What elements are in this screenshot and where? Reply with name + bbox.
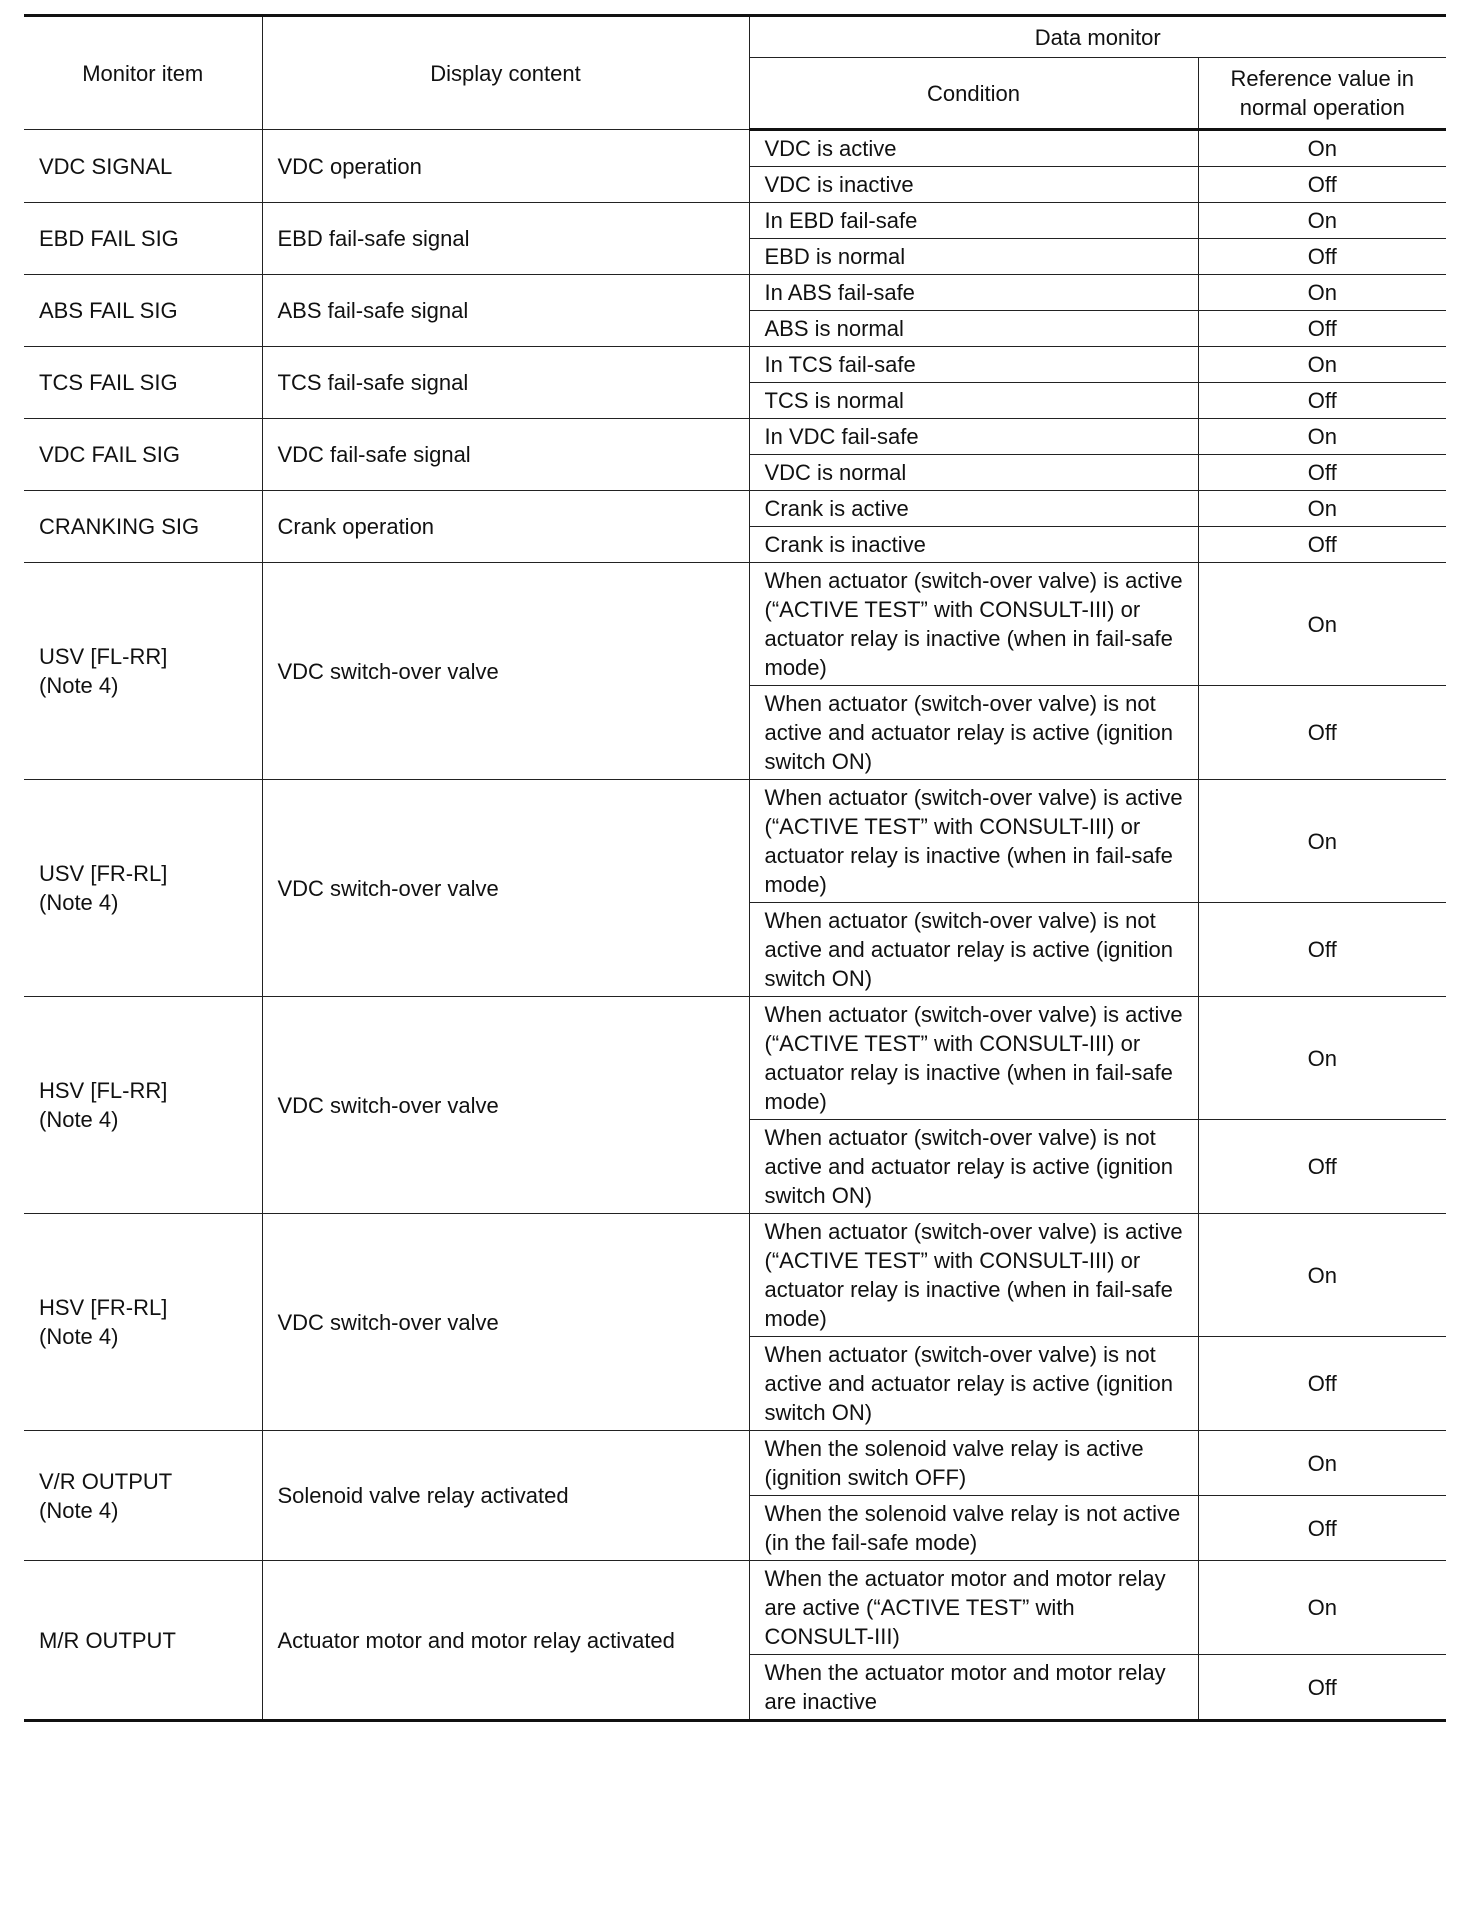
- monitor-item-name: M/R OUTPUT: [39, 1627, 176, 1653]
- reference-value-cell: On: [1198, 419, 1446, 455]
- monitor-item-name: V/R OUTPUT: [39, 1468, 173, 1494]
- condition-cell: Crank is inactive: [749, 527, 1198, 563]
- header-reference-value: Reference value in normal operation: [1198, 58, 1446, 130]
- display-content-cell: VDC switch-over valve: [262, 1214, 749, 1431]
- display-content-cell: VDC switch-over valve: [262, 997, 749, 1214]
- table-row: [24, 347, 1446, 383]
- monitor-item-cell: [24, 203, 262, 275]
- condition-cell: In TCS fail-safe: [749, 347, 1198, 383]
- display-content-cell: VDC switch-over valve: [262, 780, 749, 997]
- monitor-item-name: USV [FL-RR]: [39, 644, 168, 669]
- display-content-cell: Solenoid valve relay activated: [262, 1431, 749, 1561]
- reference-value-cell: Off: [1198, 686, 1446, 780]
- table-body: [24, 130, 1446, 1721]
- reference-value-cell: On: [1198, 491, 1446, 527]
- monitor-item-name: CRANKING SIG: [39, 514, 200, 539]
- reference-value-cell: Off: [1198, 455, 1446, 491]
- reference-value-cell: Off: [1198, 1337, 1446, 1431]
- condition-cell: When actuator (switch-over valve) is not active and actuator relay is active (ignition switch ON): [749, 686, 1198, 780]
- monitor-item-name: VDC SIGNAL: [39, 153, 173, 179]
- reference-value-cell: Off: [1198, 1496, 1446, 1561]
- reference-value-cell: On: [1198, 563, 1446, 686]
- monitor-item-note: (Note 4): [39, 1324, 119, 1349]
- reference-value-cell: Off: [1198, 167, 1446, 203]
- data-monitor-table-container: [24, 14, 1446, 1722]
- condition-cell: VDC is inactive: [749, 167, 1198, 203]
- condition-cell: VDC is active: [749, 130, 1198, 167]
- condition-cell: Crank is active: [749, 491, 1198, 527]
- condition-cell: When the actuator motor and motor relay are inactive: [749, 1655, 1198, 1721]
- reference-value-cell: Off: [1198, 527, 1446, 563]
- table-row: [24, 419, 1446, 455]
- monitor-item-name: EBD FAIL SIG: [39, 226, 179, 251]
- header-display-content: Display content: [262, 16, 749, 130]
- monitor-item-cell: [24, 1214, 262, 1431]
- reference-value-cell: Off: [1198, 239, 1446, 275]
- display-content-cell: ABS fail-safe signal: [262, 275, 749, 347]
- table-row: [24, 1431, 1446, 1496]
- display-content-cell: TCS fail-safe signal: [262, 347, 749, 419]
- condition-cell: When actuator (switch-over valve) is active (“ACTIVE TEST” with CONSULT-III) or actuator relay is inactive (when in fail-safe mode): [749, 563, 1198, 686]
- monitor-item-cell: [24, 419, 262, 491]
- display-content-cell: VDC operation: [262, 130, 749, 203]
- condition-cell: When the solenoid valve relay is active (ignition switch OFF): [749, 1431, 1198, 1496]
- condition-cell: EBD is normal: [749, 239, 1198, 275]
- data-monitor-table: [24, 14, 1446, 1722]
- header-monitor-item: Monitor item: [24, 16, 262, 130]
- condition-cell: When the solenoid valve relay is not active (in the fail-safe mode): [749, 1496, 1198, 1561]
- reference-value-cell: On: [1198, 347, 1446, 383]
- display-content-cell: Actuator motor and motor relay activated: [262, 1561, 749, 1721]
- display-content-cell: VDC switch-over valve: [262, 563, 749, 780]
- monitor-item-note: (Note 4): [39, 673, 119, 698]
- condition-cell: VDC is normal: [749, 455, 1198, 491]
- display-content-cell: EBD fail-safe signal: [262, 203, 749, 275]
- monitor-item-cell: [24, 997, 262, 1214]
- monitor-item-note: (Note 4): [39, 1107, 119, 1132]
- condition-cell: ABS is normal: [749, 311, 1198, 347]
- monitor-item-cell: [24, 780, 262, 997]
- reference-value-cell: On: [1198, 275, 1446, 311]
- reference-value-cell: On: [1198, 130, 1446, 167]
- header-condition: Condition: [749, 58, 1198, 130]
- condition-cell: In EBD fail-safe: [749, 203, 1198, 239]
- table-row: [24, 1561, 1446, 1655]
- condition-cell: When actuator (switch-over valve) is not active and actuator relay is active (ignition switch ON): [749, 1337, 1198, 1431]
- header-data-monitor: Data monitor: [749, 16, 1446, 58]
- display-content-cell: VDC fail-safe signal: [262, 419, 749, 491]
- condition-cell: When actuator (switch-over valve) is not active and actuator relay is active (ignition switch ON): [749, 903, 1198, 997]
- condition-cell: In VDC fail-safe: [749, 419, 1198, 455]
- reference-value-cell: Off: [1198, 903, 1446, 997]
- table-row: [24, 1214, 1446, 1337]
- monitor-item-cell: [24, 563, 262, 780]
- monitor-item-name: VDC FAIL SIG: [39, 442, 181, 467]
- condition-cell: When actuator (switch-over valve) is active (“ACTIVE TEST” with CONSULT-III) or actuator relay is inactive (when in fail-safe mode): [749, 1214, 1198, 1337]
- monitor-item-cell: [24, 491, 262, 563]
- reference-value-cell: On: [1198, 997, 1446, 1120]
- monitor-item-cell: [24, 275, 262, 347]
- monitor-item-name: TCS FAIL SIG: [39, 370, 178, 395]
- table-row: [24, 563, 1446, 686]
- monitor-item-name: USV [FR-RL]: [39, 861, 168, 886]
- table-row: [24, 491, 1446, 527]
- condition-cell: When actuator (switch-over valve) is active (“ACTIVE TEST” with CONSULT-III) or actuator relay is inactive (when in fail-safe mode): [749, 997, 1198, 1120]
- table-row: [24, 275, 1446, 311]
- table-row: [24, 997, 1446, 1120]
- monitor-item-cell: [24, 130, 262, 203]
- reference-value-cell: On: [1198, 1214, 1446, 1337]
- condition-cell: When actuator (switch-over valve) is active (“ACTIVE TEST” with CONSULT-III) or actuator relay is inactive (when in fail-safe mode): [749, 780, 1198, 903]
- table-row: [24, 780, 1446, 903]
- monitor-item-name: ABS FAIL SIG: [39, 298, 178, 323]
- condition-cell: In ABS fail-safe: [749, 275, 1198, 311]
- monitor-item-name: HSV [FL-RR]: [39, 1078, 168, 1103]
- condition-cell: TCS is normal: [749, 383, 1198, 419]
- reference-value-cell: Off: [1198, 383, 1446, 419]
- reference-value-cell: On: [1198, 1431, 1446, 1496]
- reference-value-cell: Off: [1198, 311, 1446, 347]
- condition-cell: When actuator (switch-over valve) is not active and actuator relay is active (ignition switch ON): [749, 1120, 1198, 1214]
- reference-value-cell: On: [1198, 1561, 1446, 1655]
- monitor-item-name: HSV [FR-RL]: [39, 1295, 168, 1320]
- table-row: [24, 203, 1446, 239]
- monitor-item-note: (Note 4): [39, 1497, 119, 1523]
- monitor-item-cell: [24, 347, 262, 419]
- condition-cell: When the actuator motor and motor relay are active (“ACTIVE TEST” with CONSULT-III): [749, 1561, 1198, 1655]
- monitor-item-cell: [24, 1431, 262, 1561]
- monitor-item-cell: [24, 1561, 262, 1721]
- reference-value-cell: Off: [1198, 1120, 1446, 1214]
- display-content-cell: Crank operation: [262, 491, 749, 563]
- reference-value-cell: Off: [1198, 1655, 1446, 1721]
- reference-value-cell: On: [1198, 203, 1446, 239]
- table-row: [24, 130, 1446, 167]
- reference-value-cell: On: [1198, 780, 1446, 903]
- monitor-item-note: (Note 4): [39, 890, 119, 915]
